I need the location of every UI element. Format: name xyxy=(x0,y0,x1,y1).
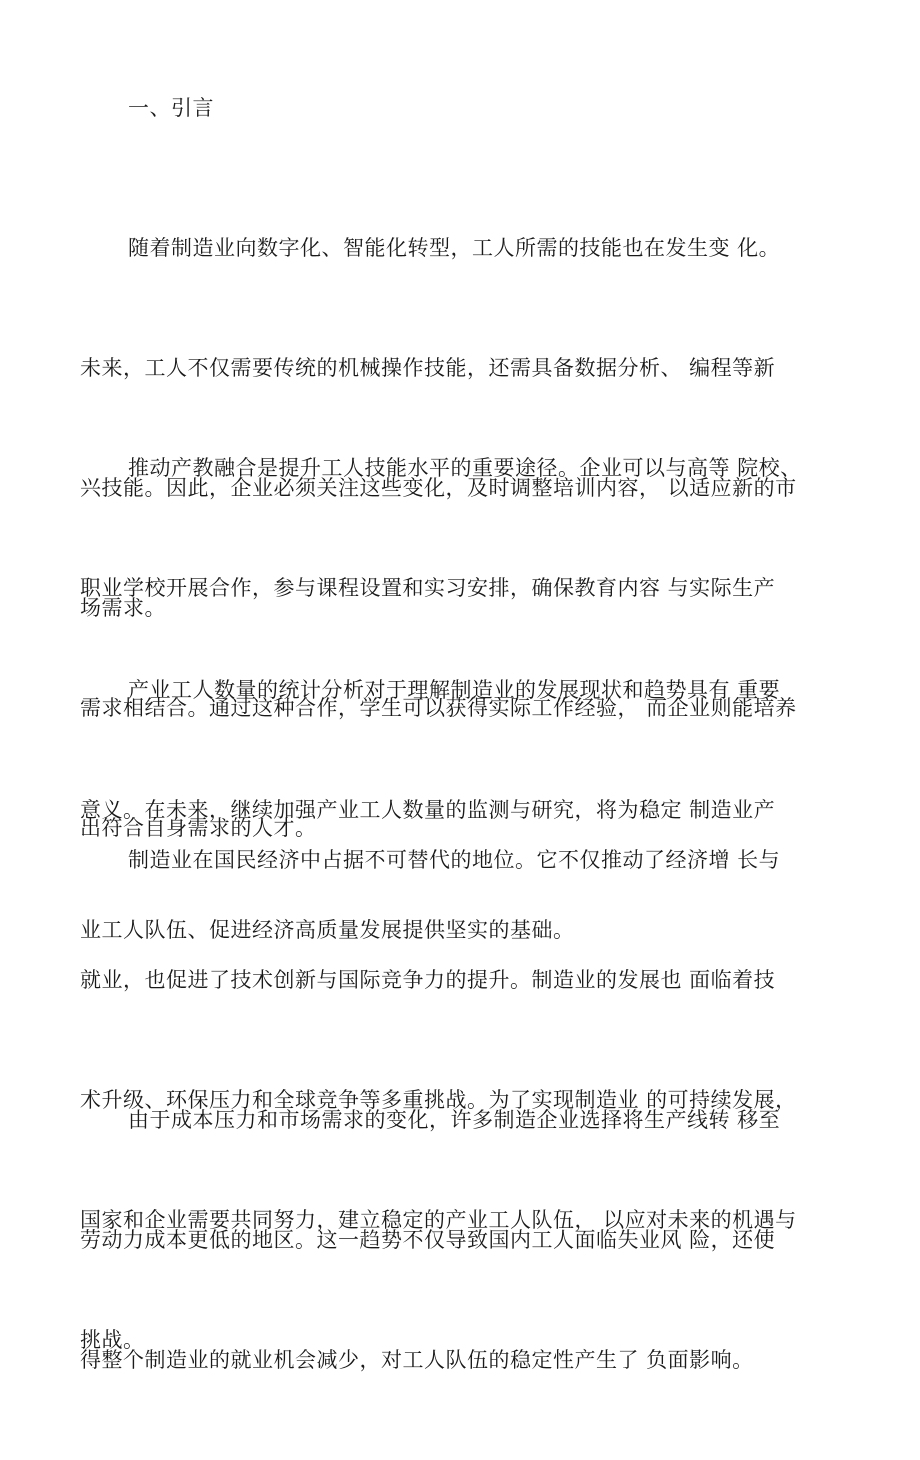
paragraph-line: 术升级、环保压力和全球竞争等多重挑战。为了实现制造业 的可持续发展， xyxy=(80,1088,797,1112)
paragraph-line: 就业，也促进了技术创新与国际竞争力的提升。制造业的发展也 面临着技 xyxy=(80,968,776,992)
paragraph-line: 随着制造业向数字化、智能化转型，工人所需的技能也在发生变 化。 xyxy=(128,236,781,260)
paragraph-line: 场需求。 xyxy=(80,596,166,620)
paragraph-5 xyxy=(80,1020,840,1460)
paragraph-line: 兴技能。因此，企业必须关注这些变化，及时调整培训内容， 以适应新的市 xyxy=(80,476,797,500)
paragraph-line: 得整个制造业的就业机会减少，对工人队伍的稳定性产生了 负面影响。 xyxy=(80,1348,754,1372)
paragraph-line: 业工人队伍、促进经济高质量发展提供坚实的基础。 xyxy=(80,918,575,942)
paragraph-line: 挑战。 xyxy=(80,1328,145,1352)
section-heading: 一、引言 xyxy=(128,96,214,120)
paragraph-line: 未来，工人不仅需要传统的机械操作技能，还需具备数据分析、 编程等新 xyxy=(80,356,776,380)
paragraph-line: 劳动力成本更低的地区。这一趋势不仅导致国内工人面临失业风 险，还使 xyxy=(80,1228,776,1252)
paragraph-line: 推动产教融合是提升工人技能水平的重要途径。企业可以与高等 院校、 xyxy=(128,456,802,480)
paragraph-line: 制造业在国民经济中占据不可替代的地位。它不仅推动了经济增 长与 xyxy=(128,848,781,872)
paragraph-line: 产业工人数量的统计分析对于理解制造业的发展现状和趋势具有 重要 xyxy=(128,678,781,702)
paragraph-line: 需求相结合。通过这种合作，学生可以获得实际工作经验， 而企业则能培养 xyxy=(80,696,797,720)
paragraph-line: 国家和企业需要共同努力，建立稳定的产业工人队伍， 以应对未来的机遇与 xyxy=(80,1208,797,1232)
paragraph-line: 出符合自身需求的人才。 xyxy=(80,816,317,840)
paragraph-line: 由于成本压力和市场需求的变化，许多制造企业选择将生产线转 移至 xyxy=(128,1108,781,1132)
paragraph-line: 意义。在未来，继续加强产业工人数量的监测与研究，将为稳定 制造业产 xyxy=(80,798,776,822)
paragraph-line: 职业学校开展合作，参与课程设置和实习安排，确保教育内容 与实际生产 xyxy=(80,576,776,600)
